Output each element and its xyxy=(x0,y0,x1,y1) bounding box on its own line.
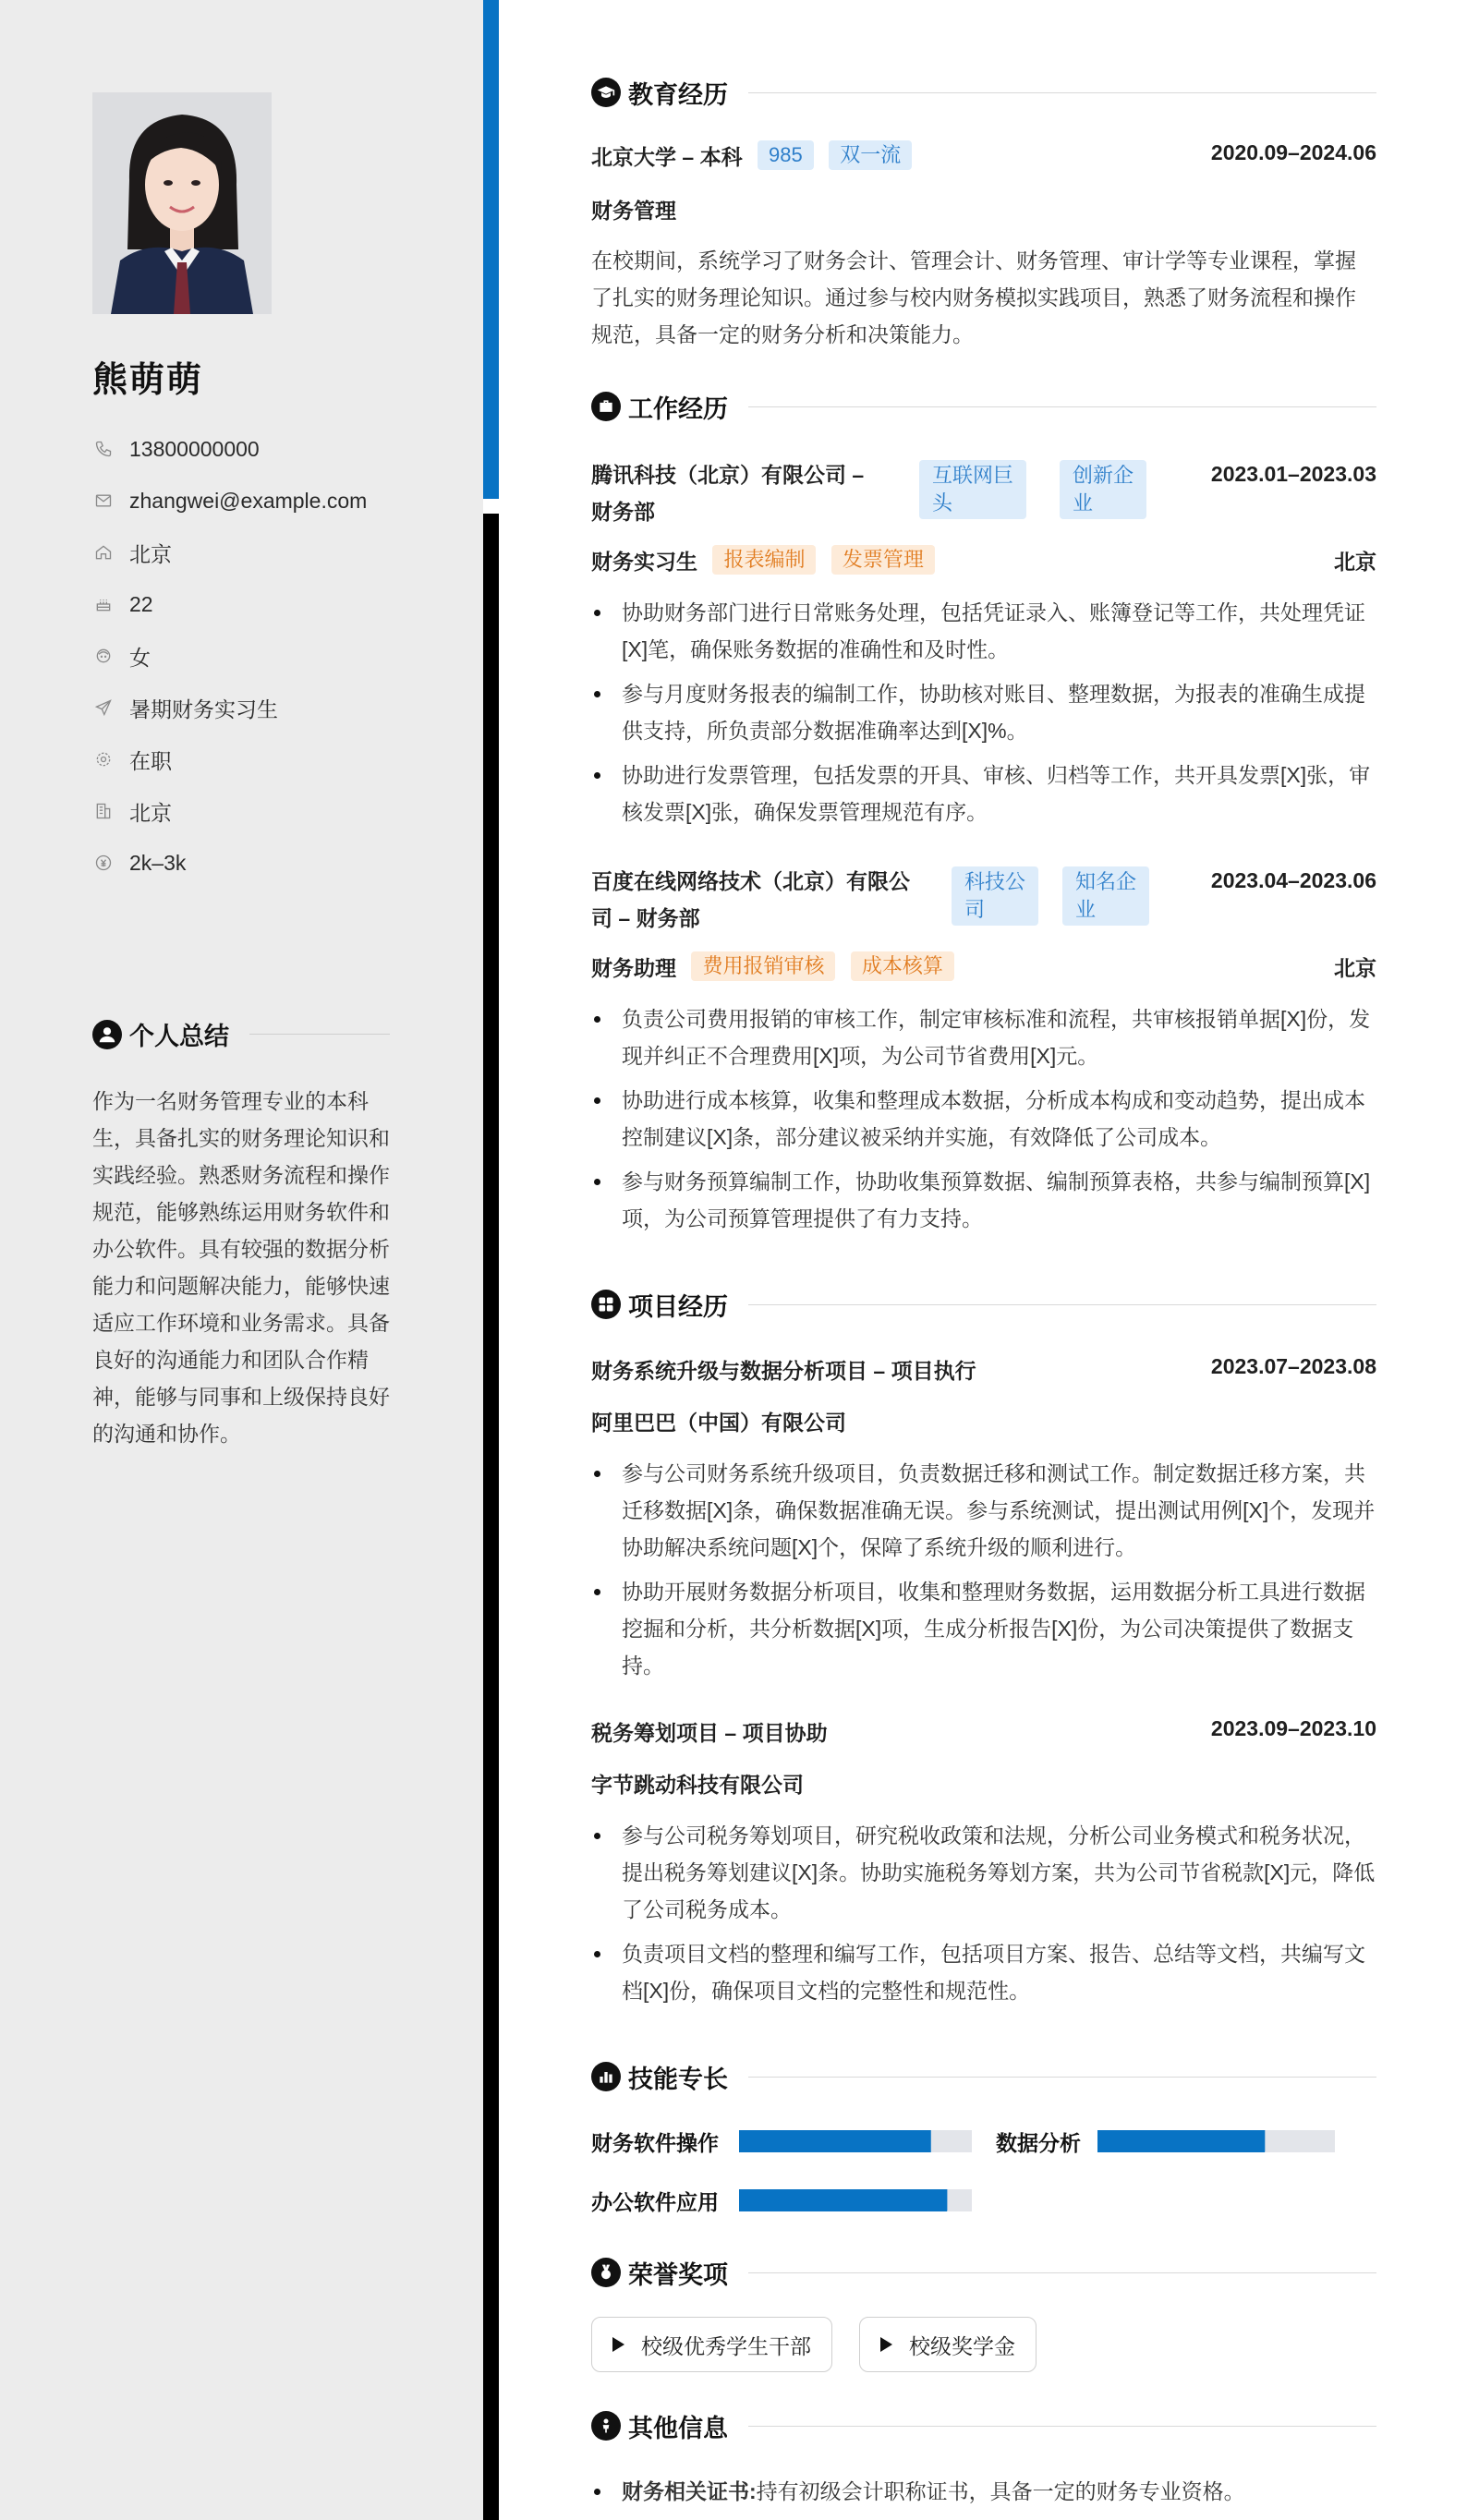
bullet-item: 负责公司费用报销的审核工作，制定审核标准和流程，共审核报销单据[X]份，发现并纠正不合理费用[X]项，为公司节省费用[X]元。 xyxy=(591,1000,1376,1074)
project-bullets xyxy=(591,1817,1376,2017)
tag-line: 互联网巨 xyxy=(932,464,1014,487)
job-location: 北京 xyxy=(1334,550,1376,574)
project-bullets xyxy=(591,1455,1376,1691)
other-item xyxy=(591,2473,1376,2510)
contact-status xyxy=(92,733,367,785)
work-heading xyxy=(591,388,1376,425)
education-header-row xyxy=(591,140,1376,174)
job-company-line: 腾讯科技（北京）有限公司 – xyxy=(591,463,865,487)
job-role-row xyxy=(591,545,1376,578)
education-date: 2020.09–2024.06 xyxy=(1210,140,1376,164)
tag-line: 业 xyxy=(1073,491,1094,515)
job-role: 财务助理 xyxy=(591,956,676,980)
bar-chart-icon xyxy=(591,2062,621,2091)
medal-icon xyxy=(591,2258,621,2287)
contact-location xyxy=(92,785,367,837)
phone-icon xyxy=(92,438,115,460)
other-list xyxy=(591,2473,1376,2517)
bullet-item: 参与财务预算编制工作，协助收集预算数据、编制预算表格，共参与编制预算[X]项，为公司预算管理提供了有力支持。 xyxy=(591,1163,1376,1237)
awards-title: 荣誉奖项 xyxy=(628,2260,728,2289)
info-person-icon xyxy=(591,2411,621,2441)
skill-bar-fill xyxy=(739,2189,947,2211)
building-icon xyxy=(92,800,115,822)
project-header xyxy=(591,1716,1376,1750)
contact-text: zhangwei@example.com xyxy=(129,488,368,513)
company-tag xyxy=(952,866,1038,926)
work-title: 工作经历 xyxy=(628,394,728,423)
skill-bar-fill xyxy=(1097,2130,1265,2152)
project-date: 2023.07–2023.08 xyxy=(1210,1354,1376,1378)
job-role-row xyxy=(591,951,1376,985)
divider xyxy=(748,92,1376,93)
contact-gender xyxy=(92,630,367,682)
job-header xyxy=(591,863,1376,937)
skill-label: 数据分析 xyxy=(996,2131,1081,2155)
job-role: 财务实习生 xyxy=(591,550,697,574)
bullet-item: 协助进行发票管理，包括发票的开具、审核、归档等工作，共开具发票[X]张，审核发票[X]张，确保发票管理规范有序。 xyxy=(591,757,1376,830)
company-tag xyxy=(1060,460,1146,519)
bullet-item: 参与月度财务报表的编制工作，协助核对账目、整理数据，为报表的准确生成提供支持，所负责部分数据准确率达到[X]%。 xyxy=(591,675,1376,749)
job-date: 2023.01–2023.03 xyxy=(1210,462,1376,486)
contact-text: 北京 xyxy=(129,800,172,825)
status-icon xyxy=(92,748,115,770)
divider xyxy=(748,2272,1376,2273)
money-icon xyxy=(92,852,115,874)
education-tag: 985 xyxy=(758,140,814,170)
projects-title: 项目经历 xyxy=(628,1292,728,1321)
other-text: 持有初级会计职称证书，具备一定的财务专业资格。 xyxy=(756,2479,1245,2503)
skill-bar xyxy=(1097,2130,1335,2152)
user-icon xyxy=(92,1020,122,1049)
contact-text: 女 xyxy=(129,645,151,670)
job-bullets xyxy=(591,594,1376,838)
bullet-item: 协助财务部门进行日常账务处理，包括凭证录入、账簿登记等工作，共处理凭证[X]笔，确保账务数据的准确性和及时性。 xyxy=(591,594,1376,668)
project-header xyxy=(591,1354,1376,1387)
play-icon xyxy=(612,2337,624,2352)
job-date: 2023.04–2023.06 xyxy=(1210,868,1376,892)
contact-text: 北京 xyxy=(129,541,172,566)
other-title: 其他信息 xyxy=(628,2414,728,2442)
tag-line: 司 xyxy=(964,898,986,921)
summary-heading xyxy=(92,1016,390,1052)
other-label: 财务相关证书: xyxy=(622,2479,757,2503)
contact-position xyxy=(92,682,367,733)
project-name: 财务系统升级与数据分析项目 – 项目执行 xyxy=(591,1359,976,1383)
skills-heading xyxy=(591,2058,1376,2095)
other-heading xyxy=(591,2407,1376,2444)
tag-line: 科技公 xyxy=(964,870,1026,893)
award-item xyxy=(859,2317,1037,2372)
summary-title: 个人总结 xyxy=(129,1023,229,1050)
send-icon xyxy=(92,697,115,719)
role-tag: 发票管理 xyxy=(831,545,935,575)
education-tag: 双一流 xyxy=(829,140,912,170)
bullet-item: 参与公司财务系统升级项目，负责数据迁移和测试工作。制定数据迁移方案，共迁移数据[X]条，确保数据准确无误。参与系统测试，提出测试用例[X]个，发现并协助解决系统问题[X]个，保障了系统升级的顺利进行。 xyxy=(591,1455,1376,1566)
education-title: 教育经历 xyxy=(628,80,728,109)
contact-text: 13800000000 xyxy=(129,436,260,461)
home-icon xyxy=(92,541,115,563)
divider xyxy=(748,2426,1376,2427)
bullet-item: 负责项目文档的整理和编写工作，包括项目方案、报告、总结等文档，共编写文档[X]份，确保项目文档的完整性和规范性。 xyxy=(591,1935,1376,2009)
contact-text: 暑期财务实习生 xyxy=(129,697,278,721)
school-name: 北京大学 – 本科 xyxy=(591,145,743,169)
divider xyxy=(748,406,1376,407)
contact-age xyxy=(92,578,367,630)
contact-salary xyxy=(92,837,367,889)
skill-bar xyxy=(739,2189,972,2211)
tag-line: 业 xyxy=(1075,898,1097,921)
accent-gap xyxy=(483,499,499,514)
contact-text: 2k–3k xyxy=(129,850,187,875)
contact-email xyxy=(92,475,367,527)
profile-photo xyxy=(92,92,272,314)
contact-city xyxy=(92,527,367,578)
education-major: 财务管理 xyxy=(591,199,676,223)
job-company-line: 百度在线网络技术（北京）有限公 xyxy=(591,869,910,893)
divider xyxy=(748,2077,1376,2078)
company-tag xyxy=(919,460,1026,519)
bullet-item: 参与公司税务筹划项目，研究税收政策和法规，分析公司业务模式和税务状况，提出税务筹划建议[X]条。协助实施税务筹划方案，共为公司节省税款[X]元，降低了公司税务成本。 xyxy=(591,1817,1376,1928)
summary-text: 作为一名财务管理专业的本科生，具备扎实的财务理论知识和实践经验。熟悉财务流程和操作规范，能够熟练运用财务软件和办公软件。具有较强的数据分析能力和问题解决能力，能够快速适应工作环境和业务需求。具备良好的沟通能力和团队合作精神，能够与同事和上级保持良好的沟通和协作。 xyxy=(92,1089,390,1446)
grid-icon xyxy=(591,1290,621,1319)
job-company-line: 财务部 xyxy=(591,500,655,524)
bullet-item: 协助进行成本核算，收集和整理成本数据，分析成本构成和变动趋势，提出成本控制建议[X]条，部分建议被采纳并实施，有效降低了公司成本。 xyxy=(591,1082,1376,1156)
education-heading xyxy=(591,74,1376,111)
contact-text: 22 xyxy=(129,591,153,616)
email-icon xyxy=(92,490,115,512)
job-header xyxy=(591,456,1376,530)
award-item xyxy=(591,2317,832,2372)
award-label: 校级奖学金 xyxy=(909,2333,1015,2358)
graduation-cap-icon xyxy=(591,78,621,107)
skills-title: 技能专长 xyxy=(628,2065,728,2093)
skill-bar xyxy=(739,2130,972,2152)
project-date: 2023.09–2023.10 xyxy=(1210,1716,1376,1740)
job-company-line: 司 – 财务部 xyxy=(591,906,700,930)
accent-bar xyxy=(483,0,499,499)
contact-list xyxy=(92,423,367,889)
play-icon xyxy=(880,2337,892,2352)
job-company xyxy=(591,456,864,530)
contact-text: 在职 xyxy=(129,748,172,773)
candidate-name: 熊萌萌 xyxy=(92,361,204,400)
role-tag: 费用报销审核 xyxy=(691,951,835,981)
project-org: 字节跳动科技有限公司 xyxy=(591,1773,804,1797)
skill-bar-fill xyxy=(739,2130,931,2152)
job-company xyxy=(591,863,910,937)
divider xyxy=(748,1304,1376,1305)
project-org: 阿里巴巴（中国）有限公司 xyxy=(591,1411,846,1435)
tag-line: 知名企 xyxy=(1075,870,1137,893)
tag-line: 头 xyxy=(932,491,953,515)
cake-icon xyxy=(92,593,115,615)
project-name: 税务筹划项目 – 项目协助 xyxy=(591,1721,828,1745)
tag-line: 创新企 xyxy=(1073,464,1134,487)
briefcase-icon xyxy=(591,392,621,421)
role-tag: 成本核算 xyxy=(851,951,954,981)
sidebar xyxy=(0,0,483,2520)
education-description: 在校期间，系统学习了财务会计、管理会计、财务管理、审计学等专业课程，掌握了扎实的财务理论知识。通过参与校内财务模拟实践项目，熟悉了财务流程和操作规范，具备一定的财务分析和决策能力。 xyxy=(591,248,1356,346)
skill-label: 财务软件操作 xyxy=(591,2131,719,2155)
gender-icon xyxy=(92,645,115,667)
job-bullets xyxy=(591,1000,1376,1244)
job-location: 北京 xyxy=(1334,956,1376,980)
bullet-item: 协助开展财务数据分析项目，收集和整理财务数据，运用数据分析工具进行数据挖掘和分析，共分析数据[X]项，生成分析报告[X]份，为公司决策提供了数据支持。 xyxy=(591,1573,1376,1684)
role-tag: 报表编制 xyxy=(712,545,816,575)
divider xyxy=(249,1034,390,1035)
projects-heading xyxy=(591,1286,1376,1323)
company-tag xyxy=(1062,866,1149,926)
contact-phone xyxy=(92,423,367,475)
skill-label: 办公软件应用 xyxy=(591,2190,719,2214)
award-label: 校级优秀学生干部 xyxy=(641,2333,811,2358)
awards-heading xyxy=(591,2254,1376,2291)
